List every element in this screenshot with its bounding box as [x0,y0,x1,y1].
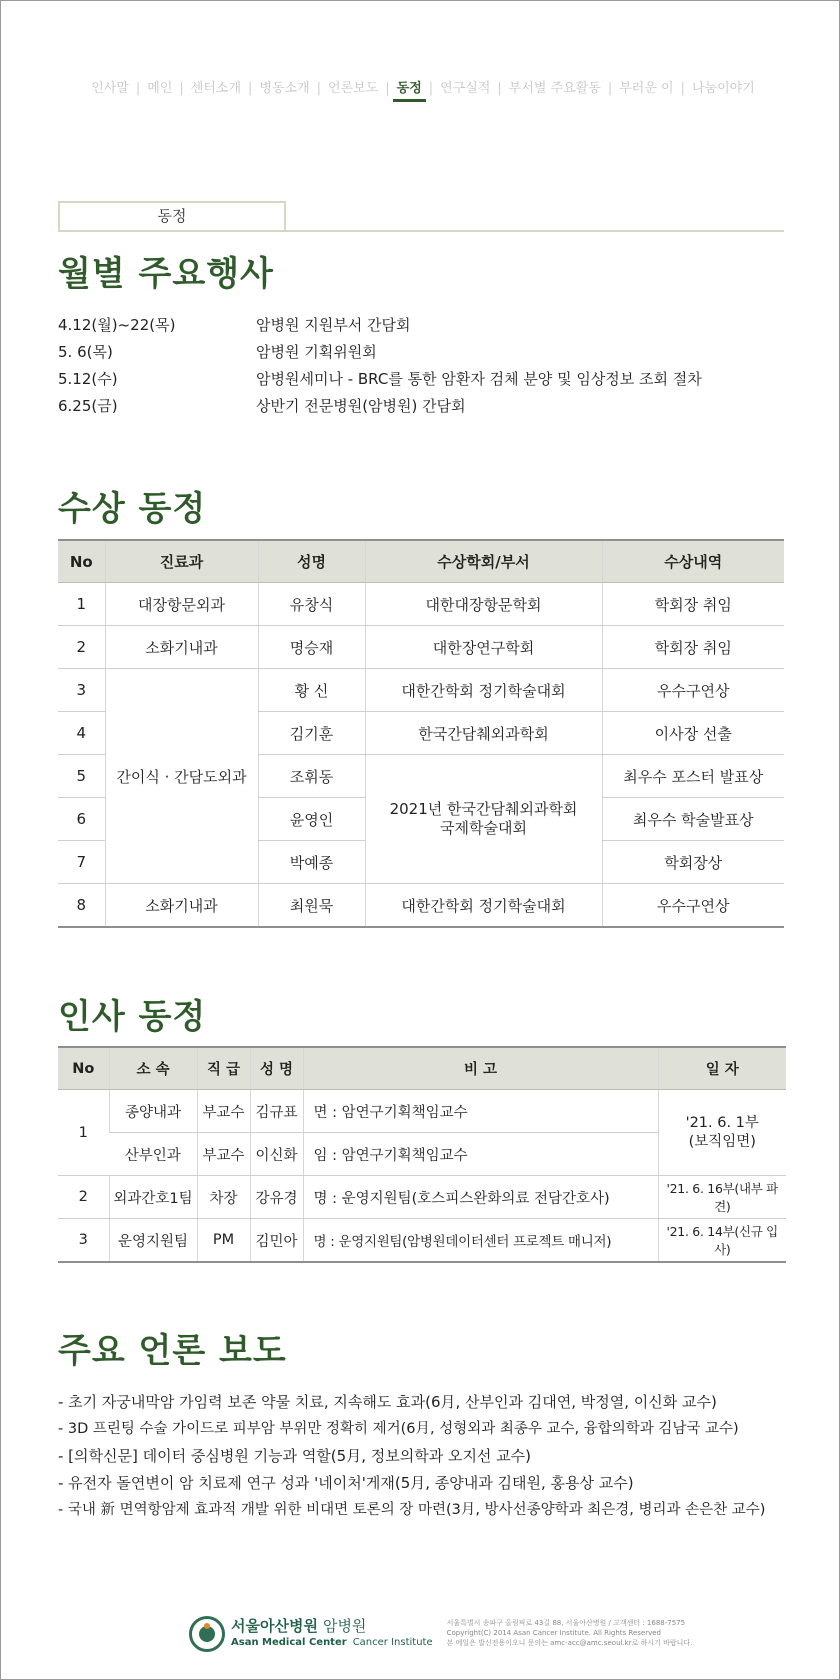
cell-dept: 간이식 · 간담도외과 [105,669,258,884]
cell-no: 8 [58,884,105,928]
column-header-date: 일 자 [658,1047,786,1090]
nav-separator: | [607,81,613,96]
footer-copyright: Copyright(C) 2014 Asan Cancer Institute. All Rights Reserved [446,1629,661,1638]
nav-item-greeting[interactable]: 인사말 [91,81,129,96]
cell-rank: 부교수 [197,1133,250,1176]
brand-sub-ko: 암병원 [322,1617,367,1636]
event-text: 암병원 기획위원회 [256,343,377,361]
cell-no: 3 [58,1219,109,1263]
cell-name: 윤영인 [258,798,365,841]
press-list [58,1389,798,1524]
nav-separator: | [248,81,253,96]
cell-award: 학회장상 [602,841,784,884]
cell-name: 최원묵 [258,884,365,928]
nav-item-envied[interactable]: 부러운 이 [619,81,674,96]
cell-dept: 운영지원팀 [109,1219,197,1263]
cell-award: 최우수 포스터 발표상 [602,755,784,798]
column-header-name: 성 명 [250,1047,303,1090]
event-date: 6.25(금) [58,397,118,415]
cell-name: 김규표 [250,1090,303,1133]
nav-separator: | [135,81,141,96]
event-text: 상반기 전문병원(암병원) 간담회 [256,397,466,415]
events-title: 월별 주요행사 [58,254,274,294]
cell-note: 임 : 암연구기획책임교수 [303,1133,658,1176]
cell-no: 3 [58,669,105,712]
cell-name: 강유경 [250,1176,303,1219]
personnel-title: 인사 동정 [58,997,207,1037]
cell-award: 우수구연상 [602,669,784,712]
nav-item-news[interactable]: 동정 [396,77,423,96]
table-row [58,1219,786,1263]
nav-item-sharing[interactable]: 나눔이야기 [692,81,755,96]
footer [189,1613,692,1655]
press-title: 주요 언론 보도 [58,1331,287,1371]
event-text: 암병원세미나 - BRC를 통한 암환자 검체 분양 및 임상정보 조회 절차 [256,370,702,388]
nav-separator: | [179,81,184,96]
cell-no: 1 [58,583,105,626]
awards-table [58,539,784,928]
hospital-logo-icon [189,1616,225,1652]
event-date: 4.12(월)~22(목) [58,316,176,334]
cell-society: 2021년 한국간담췌외과학회 국제학술대회 [365,755,602,884]
cell-society: 대한간학회 정기학술대회 [365,884,602,928]
footer-notice: 본 메일은 발신전용이오니 문의는 amc-acc@amc.seoul.kr로 하시기 바랍니다. [446,1638,693,1647]
cell-dept: 대장항문외과 [105,583,258,626]
cell-award: 최우수 학술발표상 [602,798,784,841]
cell-award: 우수구연상 [602,884,784,928]
cell-date: '21. 6. 16부(내부 파견) [658,1176,786,1219]
cell-award: 이사장 선출 [602,712,784,755]
cell-no: 4 [58,712,105,755]
event-text: 암병원 지원부서 간담회 [256,316,411,334]
press-item[interactable]: - 초기 자궁내막암 가임력 보존 약물 치료, 지속해도 효과(6月, 산부인과 김대연, 박정열, 이신화 교수) [58,1393,717,1411]
column-header-name: 성명 [258,540,365,583]
top-navigation [58,77,788,96]
awards-title: 수상 동정 [58,489,207,529]
nav-item-main[interactable]: 메인 [147,81,173,96]
cell-rank: 부교수 [197,1090,250,1133]
nav-item-dept-activities[interactable]: 부서별 주요활동 [508,81,601,96]
cell-dept: 소화기내과 [105,626,258,669]
brand-sub-en: Cancer Institute [352,1637,433,1649]
table-row [58,583,784,626]
cell-dept: 소화기내과 [105,884,258,928]
nav-item-ward-intro[interactable]: 병동소개 [259,81,310,96]
cell-award: 학회장 취임 [602,626,784,669]
cell-name: 박예종 [258,841,365,884]
cell-name: 김기훈 [258,712,365,755]
section-tab-label: 동정 [58,201,286,230]
cell-name: 조휘동 [258,755,365,798]
nav-item-research[interactable]: 연구실적 [440,81,491,96]
cell-no: 2 [58,626,105,669]
personnel-table [58,1046,786,1263]
cell-dept: 산부인과 [109,1133,197,1176]
nav-separator: | [428,81,434,96]
event-row [58,365,788,392]
cell-rank: 차장 [197,1176,250,1219]
column-header-society: 수상학회/부서 [365,540,602,583]
footer-address: 서울특별시 송파구 올림픽로 43길 88, 서울아산병원 / 고객센터 : 1688-7575 [446,1619,686,1628]
event-row [58,311,788,338]
column-header-note: 비 고 [303,1047,658,1090]
cell-note: 명 : 운영지원팀(호스피스완화의료 전담간호사) [303,1176,658,1219]
cell-society: 한국간담췌외과학회 [365,712,602,755]
cell-no: 7 [58,841,105,884]
cell-no: 5 [58,755,105,798]
cell-no: 1 [58,1090,109,1176]
nav-separator: | [316,81,322,96]
cell-name: 황 신 [258,669,365,712]
table-header-row [58,540,784,583]
column-header-dept: 소 속 [109,1047,197,1090]
cell-name: 김민아 [250,1219,303,1263]
section-tab [58,201,784,232]
cell-no: 6 [58,798,105,841]
press-item[interactable]: - 국내 新 면역항암제 효과적 개발 위한 비대면 토론의 장 마련(3月, 방사선종양학과 최은경, 병리과 손은찬 교수) [58,1502,766,1518]
column-header-award: 수상내역 [602,540,784,583]
cell-name: 유창식 [258,583,365,626]
column-header-rank: 직 급 [197,1047,250,1090]
cell-note: 면 : 암연구기획책임교수 [303,1090,658,1133]
column-header-no: No [58,540,105,583]
cell-award: 학회장 취임 [602,583,784,626]
cell-rank: PM [197,1219,250,1263]
table-row [58,1090,786,1133]
nav-item-press[interactable]: 언론보도 [328,81,379,96]
press-item[interactable]: - 유전자 돌연변이 암 치료제 연구 성과 '네이처'게재(5月, 종양내과 김태원, 홍용상 교수) [58,1474,634,1492]
cell-date: '21. 6. 1부 (보직임면) [658,1090,786,1176]
event-row [58,338,788,365]
cell-name: 명승재 [258,626,365,669]
event-row [58,392,788,419]
nav-separator: | [680,81,685,96]
press-item[interactable]: - [의학신문] 데이터 중심병원 기능과 역할(5月, 정보의학과 오지선 교수) [58,1447,532,1465]
nav-separator: | [385,81,390,96]
cell-dept: 종양내과 [109,1090,197,1133]
event-date: 5. 6(목) [58,343,113,361]
nav-separator: | [497,81,502,96]
events-list [58,311,788,419]
table-header-row [58,1047,786,1090]
table-row [58,669,784,712]
footer-info [447,1619,693,1648]
press-item[interactable]: - 3D 프린팅 수술 가이드로 피부암 부위만 정확히 제거(6月, 성형외과 최종우 교수, 융합의학과 김남국 교수) [58,1421,739,1437]
table-row [58,626,784,669]
nav-item-center-intro[interactable]: 센터소개 [190,81,242,96]
cell-society: 대한장연구학회 [365,626,602,669]
event-date: 5.12(수) [58,370,118,388]
column-header-dept: 진료과 [105,540,258,583]
cell-date: '21. 6. 14부(신규 입사) [658,1219,786,1263]
cell-society: 대한간학회 정기학술대회 [365,669,602,712]
cell-name: 이신화 [250,1133,303,1176]
table-row [58,1176,786,1219]
table-row [58,884,784,928]
cell-note: 명 : 운영지원팀(암병원데이터센터 프로젝트 매니저) [303,1219,658,1263]
brand-name-ko: 서울아산병원 [231,1617,318,1636]
column-header-no: No [58,1047,109,1090]
brand-name-en: Asan Medical Center [231,1637,347,1649]
cell-society: 대한대장항문학회 [365,583,602,626]
cell-no: 2 [58,1176,109,1219]
hospital-brand [231,1619,433,1648]
cell-dept: 외과간호1팀 [109,1176,197,1219]
